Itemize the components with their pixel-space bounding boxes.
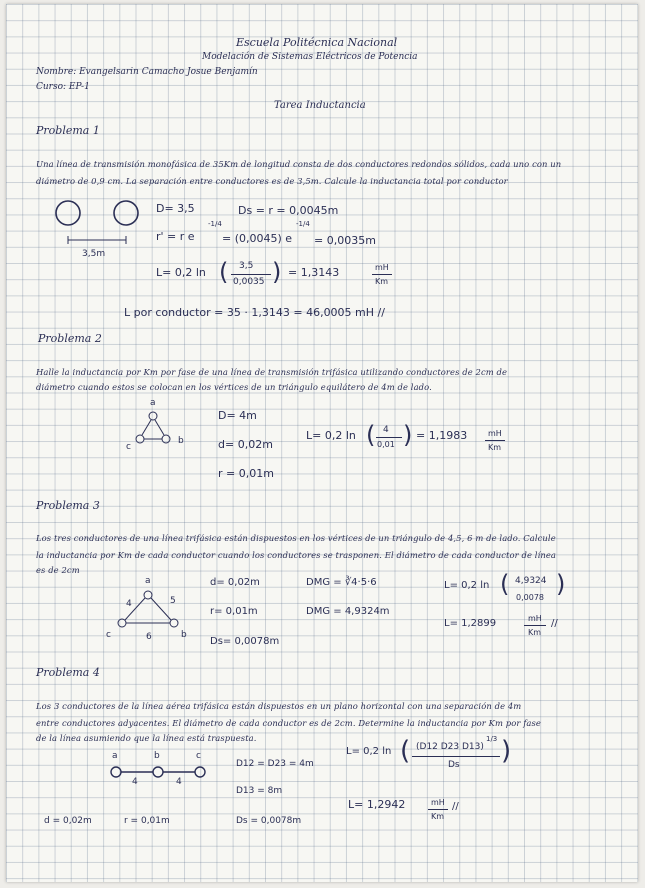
problem-4-eq-L-exp: 1/3 [486,735,498,743]
problem-1-text-line-1: Una línea de transmisión monofásica de 35Km de longitud consta de dos conductores redondos sólidos, cada uno con un [36,159,562,169]
problem-4-eq-L-paren-open: ( [400,736,411,766]
problem-4-eq-L-paren-close: ) [501,736,512,766]
problem-3-eq-L-paren-close: ) [556,570,566,598]
problem-4-label-a: a [112,751,118,761]
problem-2-eq-L-lhs: L= 0,2 ln [306,429,356,442]
problem-4-eq-r: r = 0,01m [124,816,170,826]
problem-1-eq-L-fraction-bar [231,274,271,275]
problem-3-text-line-1: Los tres conductores de una línea trifásica están dispuestos en los vértices de un triángulo de 4,5, 6 m de lado. Calcule [36,533,556,543]
problem-1-eq-L-paren-close: ) [272,258,282,286]
problem-3-unit-num: mH [528,614,542,623]
problem-2-label-a: a [150,398,156,408]
problem-3-eq-L-den: 0,0078 [516,593,544,602]
problem-4-label-b: b [154,751,160,761]
problem-2-unit-den: Km [488,443,502,452]
problem-4-unit-bar [428,809,448,810]
problem-2-text-line-2: diámetro cuando estos se colocan en los vértices de un triángulo equilátero de 4m de lado. [36,382,432,392]
course-title: Modelación de Sistemas Eléctricos de Potencia [202,52,418,62]
problem-2-eq-L-paren-open: ( [366,421,376,449]
equilateral-triangle-figure [118,396,198,466]
task-title: Tarea Inductancia [274,100,366,111]
problem-4-eq-L-lhs: L= 0,2 ln [346,746,392,757]
problem-1-eq-r-exp1: -1/4 [208,220,222,228]
problem-2-eq-D: D= 4m [218,409,257,422]
problem-1-text-line-2: diámetro de 0,9 cm. La separación entre conductores es de 3,5m. Calcule la inductancia total por conductor [36,176,508,186]
problem-1-unit-num: mH [375,263,389,272]
problem-1-eq-L-den: 0,0035 [233,277,265,287]
problem-2-label-c: c [126,442,131,452]
problem-4-text-line-2: entre conductores adyacentes. El diámetro de cada conductor es de 2cm. Determine la inductancia por Km por fase [36,718,541,728]
problem-4-eq-L-fraction-bar [412,756,500,757]
problem-2-eq-d: d= 0,02m [218,438,273,451]
problem-4-title: Problema 4 [36,666,100,679]
problem-1-eq-r-lhs: r' = r e [156,230,195,243]
problem-4-eq-d: d = 0,02m [44,816,92,826]
school-name: Escuela Politécnica Nacional [236,36,398,49]
problem-1-eq-r-exp2: -1/4 [296,220,310,228]
problem-2-eq-r: r = 0,01m [218,467,274,480]
problem-4-eq-D13: D13 = 8m [236,786,283,796]
problem-4-spacing-2: 4 [176,777,182,787]
horizontal-conductors-figure [106,760,226,800]
problem-2-eq-L-den: 0,01 [377,440,395,449]
notebook-page [6,4,638,882]
problem-3-eq-DMG-root: DMG = ∛4·5·6 [306,577,377,588]
problem-4-result-mark: // [452,801,459,812]
problem-4-text-line-1: Los 3 conductores de la línea aérea trifásica están dispuestos en un plano horizontal con una separación de 4m [36,701,522,711]
problem-4-spacing-1: 4 [132,777,138,787]
problem-2-eq-L-num: 4 [383,425,389,435]
problem-3-title: Problema 3 [36,499,100,512]
problem-1-unit-den: Km [375,277,389,286]
problem-2-unit-num: mH [488,429,502,438]
problem-3-side-4: 4 [126,599,132,609]
problem-4-unit-den: Km [431,812,445,821]
problem-4-eq-D12-D23: D12 = D23 = 4m [236,759,314,769]
problem-3-eq-r: r= 0,01m [210,606,258,617]
problem-1-eq-L-lhs: L= 0,2 ln [156,266,206,279]
problem-2-eq-L-fraction-bar [376,437,402,438]
problem-3-side-6: 6 [146,632,152,642]
problem-4-unit-num: mH [431,798,445,807]
problem-2-eq-L-paren-close: ) [403,421,413,449]
problem-3-label-a: a [145,576,151,586]
problem-3-text-line-3: es de 2cm [36,565,80,575]
problem-3-side-5: 5 [170,596,176,606]
problem-3-eq-Ds: Ds= 0,0078m [210,636,280,647]
problem-1-eq-L-result: = 1,3143 [288,266,340,279]
problem-1-eq-L-num: 3,5 [239,261,254,271]
problem-1-eq-r-result: = 0,0035m [314,234,376,247]
problem-1-spacing-label: 3,5m [82,249,106,259]
course-code: Curso: EP-1 [36,82,90,92]
problem-3-label-c: c [106,630,111,640]
problem-3-label-b: b [181,630,187,640]
problem-2-unit-bar [485,440,505,441]
problem-2-title: Problema 2 [38,332,102,345]
problem-4-eq-Ds: Ds = 0,0078m [236,816,302,826]
problem-4-label-c: c [196,751,201,761]
problem-1-title: Problema 1 [36,124,100,137]
problem-3-eq-L-result: L= 1,2899 [444,618,497,629]
problem-1-eq-D: D= 3,5 [156,202,195,215]
problem-3-result-mark: // [551,618,558,629]
problem-2-label-b: b [178,436,184,446]
problem-4-eq-L-num: (D12 D23 D13) [416,742,484,752]
problem-2-eq-L-result: = 1,1983 [416,429,468,442]
problem-1-unit-bar [372,274,392,275]
problem-3-eq-d: d= 0,02m [210,577,260,588]
problem-3-eq-DMG-value: DMG = 4,9324m [306,606,390,617]
student-name: Nombre: Evangelsarin Camacho Josue Benjamín [36,67,258,77]
problem-3-eq-L-lhs: L= 0,2 ln [444,580,490,591]
problem-4-eq-L-den: Ds [448,760,460,770]
problem-4-text-line-3: de la línea asumiendo que la línea está traspuesta. [36,733,257,743]
problem-1-eq-r-mid: = (0,0045) e [222,232,293,245]
problem-2-text-line-1: Halle la inductancia por Km por fase de una línea de transmisión trifásica utilizando conductores de 2cm de [36,367,508,377]
problem-3-eq-L-num: 4,9324 [515,576,547,586]
problem-3-unit-bar [524,625,546,626]
problem-1-eq-Ds: Ds = r = 0,0045m [238,204,339,217]
problem-1-eq-L-per-conductor: L por conductor = 35 · 1,3143 = 46,0005 mH // [124,306,385,319]
problem-3-unit-den: Km [528,628,542,637]
problem-3-eq-L-paren-open: ( [500,570,510,598]
problem-4-eq-L-result: L= 1,2942 [348,798,406,811]
two-conductor-figure [46,196,166,266]
problem-3-text-line-2: la inductancia por Km de cada conductor cuando los conductores se trasponen. El diámetro de cada conductor de línea [36,550,557,560]
problem-1-eq-L-paren-open: ( [219,258,229,286]
